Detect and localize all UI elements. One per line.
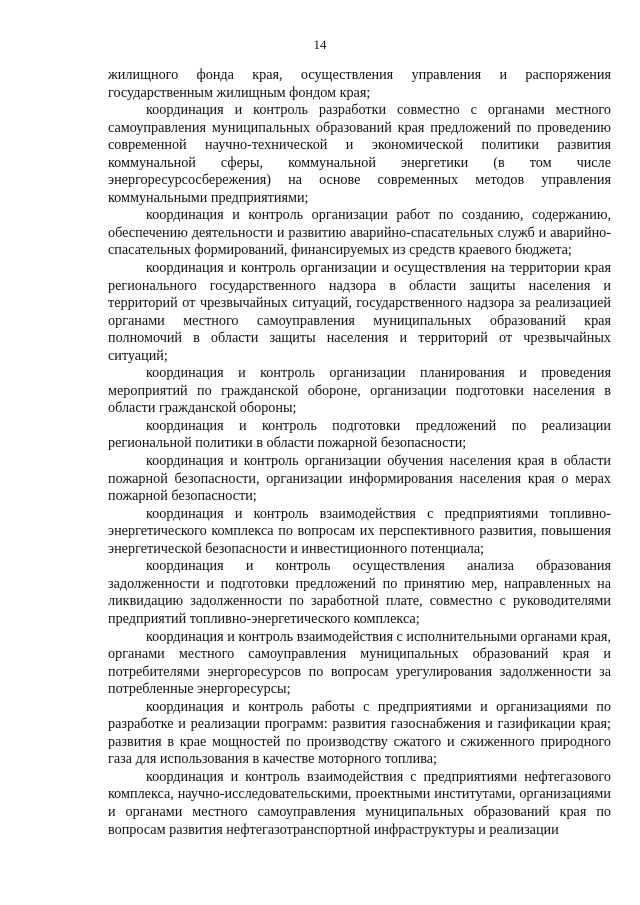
paragraph: координация и контроль осуществления анализа образования задолженности и подготовки предложений по принятию мер, направленных на ликвидацию задолженности по заработной плате, совместно с руководителями предприятий топливно-энергетического комплекса; (108, 558, 611, 627)
document-body (108, 67, 611, 839)
paragraph: координация и контроль работы с предприятиями и организациями по разработке и реализации программ: развития газоснабжения и газификации края; развития в крае мощностей по производству сжатого и сжиженного природного газа для использования в качестве моторного топлива; (108, 698, 611, 768)
paragraph: координация и контроль организации обучения населения края в области пожарной безопасности, организации информирования населения края о мерах пожарной безопасности; (108, 453, 611, 505)
paragraph: координация и контроль организации работ по созданию, содержанию, обеспечению деятельности и развитию аварийно-спасательных служб и аварийно-спасательных формирований, финансируемых из средств краевого бюджета; (108, 207, 611, 259)
page-number: 14 (313, 37, 327, 52)
paragraph: координация и контроль организации и осуществления на территории края регионального государственного надзора в области защиты населения и территорий от чрезвычайных ситуаций, государственного надзора за реализацией органами местного самоуправления муниципальных образований края полномочий в области защиты населения и территорий от чрезвычайных ситуаций; (108, 260, 611, 364)
paragraph: жилищного фонда края, осуществления управления и распоряжения государственным жилищным фондом края; (108, 67, 611, 101)
paragraph: координация и контроль взаимодействия с исполнительными органами края, органами местного самоуправления муниципальных образований края и потребителями энергоресурсов по вопросам урегулирования задолженности за потребленные энергоресурсы; (108, 628, 611, 698)
paragraph: координация и контроль взаимодействия с предприятиями нефтегазового комплекса, научно-исследовательскими, проектными институтами, организациями и органами местного самоуправления муниципальных образований края по вопросам развития нефтегазотранспортной инфраструктуры и реализации (108, 768, 611, 838)
paragraph: координация и контроль разработки совместно с органами местного самоуправления муниципальных образований края предложений по проведению современной научно-технической и экономической политики развития коммунальной сферы, коммунальной энергетики (в том числе энергоресурсосбережения) на основе современных методов управления коммунальными предприятиями; (108, 102, 611, 206)
paragraph: координация и контроль подготовки предложений по реализации региональной политики в области пожарной безопасности; (108, 417, 611, 452)
paragraph: координация и контроль организации планирования и проведения мероприятий по гражданской обороне, организации подготовки населения в области гражданской обороны; (108, 365, 611, 417)
paragraph: координация и контроль взаимодействия с предприятиями топливно-энергетического комплекса по вопросам их перспективного развития, повышения энергетической безопасности и инвестиционного потенциала; (108, 505, 611, 557)
